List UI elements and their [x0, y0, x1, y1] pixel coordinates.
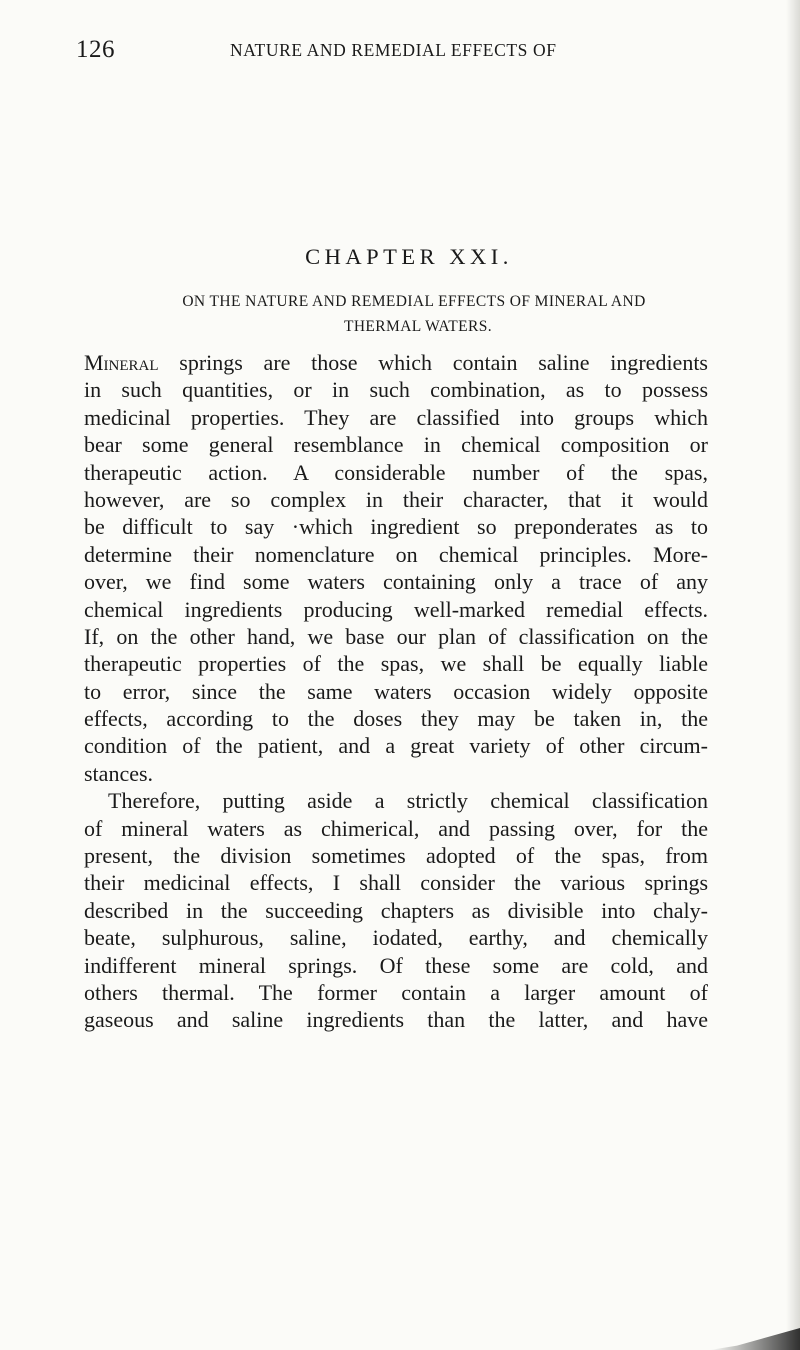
text-line: their medicinal effects, I shall consider the various springs: [84, 870, 708, 896]
text-line: condition of the patient, and a great variety of other circum-: [84, 733, 708, 759]
text-line: however, are so complex in their character, that it would: [84, 486, 708, 512]
first-word-small-caps: Mineral: [84, 350, 159, 375]
chapter-subtitle-line-1: ON THE NATURE AND REMEDIAL EFFECTS OF MINERAL AND: [182, 293, 646, 310]
text-line: to error, since the same waters occasion widely opposite: [84, 678, 708, 704]
text-line: Therefore, putting aside a strictly chemical classification: [108, 788, 708, 814]
text-line: over, we find some waters containing only a trace of any: [84, 569, 708, 595]
chapter-title: CHAPTER XXI.: [305, 244, 513, 269]
text-line: of mineral waters as chimerical, and passing over, for the: [84, 815, 708, 841]
text-line: therapeutic action. A considerable number of the spas,: [84, 459, 708, 485]
line-text: springs are those which contain saline ingredients: [158, 350, 708, 375]
text-line: beate, sulphurous, saline, iodated, earthy, and chemically: [84, 925, 708, 951]
paragraph-2: [84, 787, 708, 1034]
text-line: described in the succeeding chapters as divisible into chaly-: [84, 897, 708, 923]
text-line: If, on the other hand, we base our plan of classification on the: [84, 623, 708, 649]
text-line: therapeutic properties of the spas, we shall be equally liable: [84, 651, 708, 677]
running-head: [76, 36, 740, 66]
text-line: present, the division sometimes adopted of the spas, from: [84, 843, 708, 869]
text-line: indifferent mineral springs. Of these some are cold, and: [84, 952, 708, 978]
text-line: [84, 349, 708, 376]
text-line: medicinal properties. They are classified into groups which: [84, 404, 708, 430]
text-line: bear some general resemblance in chemical composition or: [84, 432, 708, 458]
text-line: effects, according to the doses they may be taken in, the: [84, 706, 708, 732]
page-edge-shadow: [786, 0, 800, 1350]
chapter-subtitle-line-2: THERMAL WATERS.: [343, 318, 493, 335]
text-line: chemical ingredients producing well-marked remedial effects.: [84, 596, 708, 622]
text-line: others thermal. The former contain a larger amount of: [84, 979, 708, 1005]
text-line: in such quantities, or in such combination, as to possess: [84, 377, 708, 403]
running-title: NATURE AND REMEDIAL EFFECTS OF: [230, 40, 557, 60]
text-line: stances.: [84, 760, 154, 786]
text-line: be difficult to say ·which ingredient so preponderates as to: [84, 514, 708, 540]
text-line: gaseous and saline ingredients than the latter, and have: [84, 1007, 708, 1033]
paragraph-1: [84, 349, 708, 787]
body-text: [84, 349, 708, 1034]
page-number: 126: [76, 36, 115, 63]
text-line: determine their nomenclature on chemical principles. More-: [84, 541, 708, 567]
